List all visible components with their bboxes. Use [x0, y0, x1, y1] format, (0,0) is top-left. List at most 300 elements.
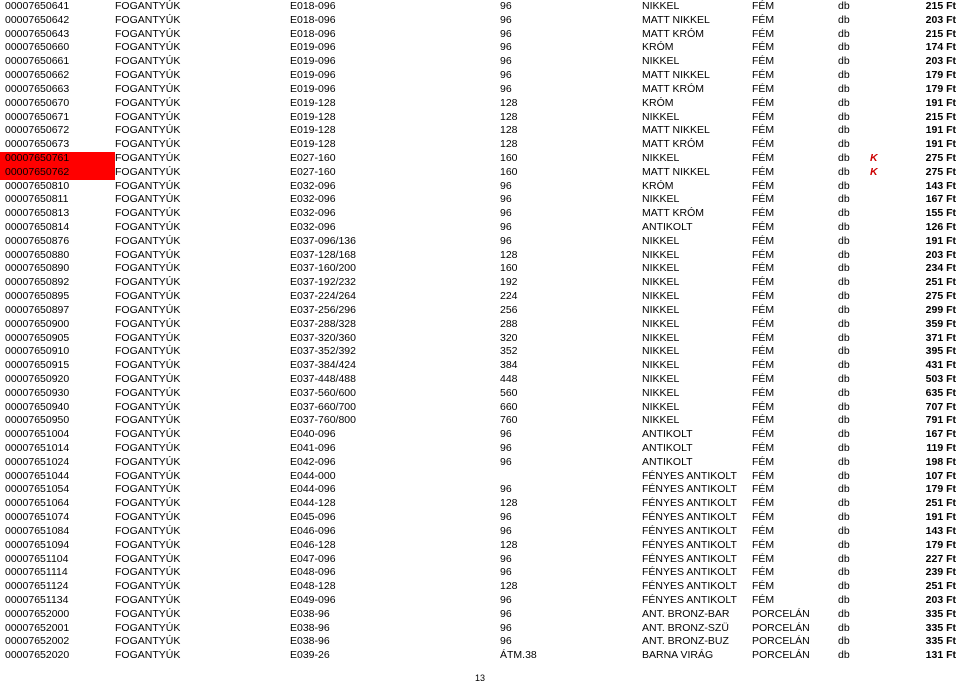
model-code-cell: E037-256/296 — [290, 303, 356, 316]
size-cell: 96 — [500, 82, 512, 95]
item-name-cell: FOGANTYÚK — [115, 414, 181, 427]
item-code-cell: 00007650880 — [5, 248, 70, 261]
table-row — [0, 497, 960, 511]
flag-cell — [866, 359, 896, 373]
price-cell: 215 Ft — [925, 27, 956, 40]
item-name-cell: FOGANTYÚK — [115, 221, 181, 233]
table-row — [0, 608, 960, 622]
table-row — [0, 235, 960, 249]
flag-cell — [866, 304, 896, 318]
finish-cell: FÉNYES ANTIKOLT — [642, 511, 737, 524]
item-code-cell: 00007650661 — [5, 55, 70, 68]
price-cell: 198 Ft — [925, 455, 956, 468]
model-code-cell: E048-128 — [290, 580, 336, 593]
model-code-cell: E045-096 — [290, 511, 336, 524]
material-cell: FÉM — [752, 193, 775, 206]
table-row — [0, 511, 960, 525]
material-cell: FÉM — [752, 386, 775, 399]
flag-cell — [866, 290, 896, 304]
item-name-cell: FOGANTYÚK — [115, 566, 181, 579]
unit-cell: db — [838, 193, 850, 206]
flag-cell — [866, 276, 896, 290]
table-row — [0, 470, 960, 484]
price-cell: 131 Ft — [925, 649, 956, 662]
size-cell: 96 — [500, 552, 512, 565]
flag-cell — [866, 387, 896, 401]
price-cell: 431 Ft — [925, 359, 956, 372]
finish-cell: NIKKEL — [642, 331, 680, 344]
material-cell: FÉM — [752, 483, 775, 496]
item-code-cell: 00007651094 — [5, 538, 70, 551]
model-code-cell: E046-128 — [290, 538, 336, 551]
material-cell: FÉM — [752, 469, 775, 482]
table-row — [0, 373, 960, 387]
material-cell: FÉM — [752, 552, 775, 565]
model-code-cell: E044-000 — [290, 469, 336, 482]
unit-cell: db — [838, 372, 850, 385]
model-code-cell: E032-096 — [290, 221, 336, 233]
finish-cell: NIKKEL — [642, 110, 680, 123]
model-code-cell: E037-660/700 — [290, 400, 356, 413]
flag-cell — [866, 456, 896, 470]
finish-cell: NIKKEL — [642, 248, 680, 261]
price-cell: 215 Ft — [925, 110, 956, 123]
price-cell: 239 Ft — [925, 566, 956, 579]
item-code-cell: 00007650642 — [5, 13, 70, 26]
material-cell: PORCELÁN — [752, 635, 810, 648]
size-cell: 128 — [500, 580, 518, 593]
model-code-cell: E018-096 — [290, 13, 336, 26]
table-row — [0, 276, 960, 290]
material-cell: PORCELÁN — [752, 621, 810, 634]
table-row — [0, 442, 960, 456]
finish-cell: NIKKEL — [642, 345, 680, 358]
material-cell: FÉM — [752, 138, 775, 151]
unit-cell: db — [838, 124, 850, 137]
material-cell: FÉM — [752, 538, 775, 551]
item-name-cell: FOGANTYÚK — [115, 179, 181, 192]
size-cell: 96 — [500, 607, 512, 620]
model-code-cell: E019-128 — [290, 124, 336, 137]
table-row — [0, 649, 960, 663]
size-cell: 384 — [500, 359, 518, 372]
table-row — [0, 345, 960, 359]
finish-cell: MATT KRÓM — [642, 82, 705, 95]
material-cell: FÉM — [752, 497, 775, 510]
price-cell: 371 Ft — [925, 331, 956, 344]
unit-cell: db — [838, 359, 850, 372]
flag-cell — [866, 566, 896, 580]
unit-cell: db — [838, 345, 850, 358]
flag-cell — [866, 55, 896, 69]
unit-cell: db — [838, 151, 850, 164]
size-cell: 160 — [500, 151, 518, 164]
finish-cell: FÉNYES ANTIKOLT — [642, 566, 737, 579]
item-name-cell: FOGANTYÚK — [115, 27, 181, 40]
flag-cell — [866, 97, 896, 111]
unit-cell: db — [838, 221, 850, 233]
size-cell: 96 — [500, 511, 512, 524]
flag-cell — [866, 14, 896, 28]
item-code-cell: 00007650641 — [5, 0, 70, 12]
size-cell: 96 — [500, 483, 512, 496]
material-cell: FÉM — [752, 248, 775, 261]
price-cell: 251 Ft — [925, 497, 956, 510]
unit-cell: db — [838, 331, 850, 344]
flag-cell: K — [870, 151, 878, 164]
unit-cell: db — [838, 179, 850, 192]
size-cell: 96 — [500, 13, 512, 26]
material-cell: FÉM — [752, 580, 775, 593]
size-cell: 128 — [500, 248, 518, 261]
material-cell: FÉM — [752, 303, 775, 316]
model-code-cell: E047-096 — [290, 552, 336, 565]
table-row — [0, 525, 960, 539]
material-cell: FÉM — [752, 317, 775, 330]
material-cell: FÉM — [752, 262, 775, 275]
flag-cell — [866, 111, 896, 125]
material-cell: FÉM — [752, 124, 775, 137]
price-cell: 395 Ft — [925, 345, 956, 358]
item-code-cell: 00007651074 — [5, 511, 70, 524]
item-code-cell: 00007650940 — [5, 400, 70, 413]
material-cell: FÉM — [752, 372, 775, 385]
table-row — [0, 318, 960, 332]
item-name-cell: FOGANTYÚK — [115, 497, 181, 510]
item-code-cell: 00007650813 — [5, 207, 70, 220]
table-row — [0, 359, 960, 373]
unit-cell: db — [838, 13, 850, 26]
table-row — [0, 69, 960, 83]
size-cell: 660 — [500, 400, 518, 413]
item-code-cell: 00007651024 — [5, 455, 70, 468]
item-name-cell: FOGANTYÚK — [115, 165, 181, 178]
size-cell: 224 — [500, 290, 518, 303]
finish-cell: NIKKEL — [642, 151, 680, 164]
model-code-cell: E046-096 — [290, 524, 336, 537]
model-code-cell: E037-384/424 — [290, 359, 356, 372]
size-cell — [500, 470, 642, 484]
material-cell: FÉM — [752, 566, 775, 579]
flag-cell — [866, 262, 896, 276]
unit-cell: db — [838, 138, 850, 151]
unit-cell: db — [838, 276, 850, 289]
table-row — [0, 166, 960, 180]
item-name-cell: FOGANTYÚK — [115, 207, 181, 220]
finish-cell: KRÓM — [642, 41, 674, 54]
model-code-cell: E037-352/392 — [290, 345, 356, 358]
unit-cell: db — [838, 469, 850, 482]
item-name-cell: FOGANTYÚK — [115, 649, 181, 662]
finish-cell: NIKKEL — [642, 0, 680, 12]
finish-cell: MATT NIKKEL — [642, 69, 710, 82]
item-name-cell: FOGANTYÚK — [115, 110, 181, 123]
finish-cell: NIKKEL — [642, 317, 680, 330]
table-row — [0, 111, 960, 125]
table-row — [0, 193, 960, 207]
item-name-cell: FOGANTYÚK — [115, 248, 181, 261]
item-name-cell: FOGANTYÚK — [115, 303, 181, 316]
flag-cell — [866, 497, 896, 511]
finish-cell: MATT NIKKEL — [642, 124, 710, 137]
item-code-cell: 00007650670 — [5, 96, 70, 109]
unit-cell: db — [838, 69, 850, 82]
price-cell: 299 Ft — [925, 303, 956, 316]
material-cell: FÉM — [752, 96, 775, 109]
item-code-cell: 00007650895 — [5, 290, 70, 303]
unit-cell: db — [838, 0, 850, 12]
material-cell: FÉM — [752, 511, 775, 524]
unit-cell: db — [838, 165, 850, 178]
item-code-cell: 00007650920 — [5, 372, 70, 385]
finish-cell: MATT NIKKEL — [642, 13, 710, 26]
unit-cell: db — [838, 649, 850, 662]
item-name-cell: FOGANTYÚK — [115, 552, 181, 565]
table-row — [0, 414, 960, 428]
price-cell: 107 Ft — [925, 469, 956, 482]
item-code-cell: 00007650900 — [5, 317, 70, 330]
price-cell: 359 Ft — [925, 317, 956, 330]
material-cell: FÉM — [752, 82, 775, 95]
size-cell: 128 — [500, 96, 518, 109]
table-row — [0, 401, 960, 415]
flag-cell — [866, 635, 896, 649]
price-cell: 203 Ft — [925, 593, 956, 606]
size-cell: 128 — [500, 538, 518, 551]
item-name-cell: FOGANTYÚK — [115, 524, 181, 537]
flag-cell — [866, 193, 896, 207]
finish-cell: NIKKEL — [642, 193, 680, 206]
unit-cell: db — [838, 303, 850, 316]
item-code-cell: 00007650643 — [5, 27, 70, 40]
table-row — [0, 138, 960, 152]
item-name-cell: FOGANTYÚK — [115, 455, 181, 468]
unit-cell: db — [838, 455, 850, 468]
item-name-cell: FOGANTYÚK — [115, 372, 181, 385]
model-code-cell: E018-096 — [290, 0, 336, 12]
item-code-cell: 00007651014 — [5, 442, 70, 454]
flag-cell — [866, 483, 896, 497]
price-cell: 635 Ft — [925, 386, 956, 399]
price-cell: 335 Ft — [925, 635, 956, 648]
price-cell: 191 Ft — [925, 124, 956, 137]
price-cell: 143 Ft — [925, 524, 956, 537]
unit-cell: db — [838, 621, 850, 634]
material-cell: FÉM — [752, 41, 775, 54]
model-code-cell: E019-096 — [290, 82, 336, 95]
finish-cell: NIKKEL — [642, 55, 680, 68]
material-cell: FÉM — [752, 55, 775, 68]
price-cell: 179 Ft — [925, 82, 956, 95]
finish-cell: FÉNYES ANTIKOLT — [642, 593, 737, 606]
item-name-cell: FOGANTYÚK — [115, 345, 181, 358]
size-cell: 96 — [500, 566, 512, 579]
flag-cell — [866, 235, 896, 249]
model-code-cell: E039-26 — [290, 649, 330, 662]
finish-cell: FÉNYES ANTIKOLT — [642, 497, 737, 510]
item-code-cell: 00007652002 — [5, 635, 70, 648]
model-code-cell: E037-320/360 — [290, 331, 356, 344]
price-cell: 227 Ft — [925, 552, 956, 565]
finish-cell: ANTIKOLT — [642, 455, 693, 468]
item-name-cell: FOGANTYÚK — [115, 55, 181, 68]
model-code-cell: E019-096 — [290, 69, 336, 82]
item-code-cell: 00007650876 — [5, 234, 70, 247]
item-name-cell: FOGANTYÚK — [115, 593, 181, 606]
item-code-cell: 00007650662 — [5, 69, 70, 82]
item-code-cell: 00007651084 — [5, 524, 70, 537]
model-code-cell: E037-760/800 — [290, 414, 356, 427]
size-cell: 128 — [500, 124, 518, 137]
finish-cell: FÉNYES ANTIKOLT — [642, 538, 737, 551]
finish-cell: NIKKEL — [642, 234, 680, 247]
unit-cell: db — [838, 262, 850, 275]
size-cell: 96 — [500, 193, 512, 206]
price-cell: 191 Ft — [925, 96, 956, 109]
unit-cell: db — [838, 41, 850, 54]
flag-cell — [866, 221, 896, 235]
size-cell: 192 — [500, 276, 518, 289]
unit-cell: db — [838, 607, 850, 620]
item-name-cell: FOGANTYÚK — [115, 538, 181, 551]
price-cell: 251 Ft — [925, 580, 956, 593]
item-name-cell: FOGANTYÚK — [115, 193, 181, 206]
size-cell: 96 — [500, 69, 512, 82]
model-code-cell: E037-224/264 — [290, 290, 356, 303]
item-name-cell: FOGANTYÚK — [115, 428, 181, 441]
model-code-cell: E037-096/136 — [290, 234, 356, 247]
item-name-cell: FOGANTYÚK — [115, 96, 181, 109]
model-code-cell: E019-128 — [290, 96, 336, 109]
price-cell: 707 Ft — [925, 400, 956, 413]
model-code-cell: E044-128 — [290, 497, 336, 510]
item-name-cell: FOGANTYÚK — [115, 262, 181, 275]
flag-cell — [866, 525, 896, 539]
flag-cell — [866, 553, 896, 567]
item-code-cell: 00007650671 — [5, 110, 70, 123]
item-name-cell: FOGANTYÚK — [115, 469, 181, 482]
table-row — [0, 83, 960, 97]
size-cell: ÁTM.38 — [500, 649, 537, 662]
finish-cell: ANT. BRONZ-SZÜ — [642, 621, 729, 634]
table-row — [0, 180, 960, 194]
unit-cell: db — [838, 524, 850, 537]
item-code-cell: 00007651124 — [5, 580, 69, 593]
table-row — [0, 553, 960, 567]
table-row — [0, 483, 960, 497]
model-code-cell: E038-96 — [290, 635, 330, 648]
unit-cell: db — [838, 538, 850, 551]
size-cell: 760 — [500, 414, 518, 427]
price-cell: 251 Ft — [925, 276, 956, 289]
table-row — [0, 635, 960, 649]
item-name-cell: FOGANTYÚK — [115, 69, 181, 82]
table-row — [0, 387, 960, 401]
item-code-cell: 00007652000 — [5, 607, 70, 620]
material-cell: FÉM — [752, 442, 775, 454]
finish-cell: FÉNYES ANTIKOLT — [642, 483, 737, 496]
price-cell: 179 Ft — [925, 69, 956, 82]
model-code-cell: E019-096 — [290, 55, 336, 68]
item-name-cell: FOGANTYÚK — [115, 317, 181, 330]
price-cell: 234 Ft — [925, 262, 956, 275]
unit-cell: db — [838, 317, 850, 330]
unit-cell: db — [838, 428, 850, 441]
flag-cell — [866, 41, 896, 55]
table-row — [0, 290, 960, 304]
material-cell: FÉM — [752, 414, 775, 427]
unit-cell: db — [838, 400, 850, 413]
model-code-cell: E038-96 — [290, 621, 330, 634]
unit-cell: db — [838, 442, 850, 454]
item-name-cell: FOGANTYÚK — [115, 331, 181, 344]
table-row — [0, 41, 960, 55]
material-cell: FÉM — [752, 27, 775, 40]
unit-cell: db — [838, 234, 850, 247]
item-code-cell: 00007650660 — [5, 41, 70, 54]
item-code-cell: 00007651004 — [5, 428, 70, 441]
unit-cell: db — [838, 207, 850, 220]
item-name-cell: FOGANTYÚK — [115, 41, 181, 54]
size-cell: 160 — [500, 262, 518, 275]
item-code-cell: 00007650950 — [5, 414, 70, 427]
model-code-cell: E037-192/232 — [290, 276, 356, 289]
item-name-cell: FOGANTYÚK — [115, 13, 181, 26]
item-code-cell: 00007650910 — [5, 345, 70, 358]
item-code-cell: 00007652001 — [5, 621, 70, 634]
item-name-cell: FOGANTYÚK — [115, 359, 181, 372]
unit-cell: db — [838, 511, 850, 524]
model-code-cell: E038-96 — [290, 607, 330, 620]
size-cell: 128 — [500, 138, 518, 151]
item-name-cell: FOGANTYÚK — [115, 290, 181, 303]
price-cell: 191 Ft — [925, 511, 956, 524]
material-cell: FÉM — [752, 13, 775, 26]
flag-cell — [866, 622, 896, 636]
finish-cell: NIKKEL — [642, 386, 680, 399]
size-cell: 96 — [500, 179, 512, 192]
size-cell: 352 — [500, 345, 518, 358]
flag-cell — [866, 608, 896, 622]
finish-cell: BARNA VIRÁG — [642, 649, 714, 662]
table-row — [0, 539, 960, 553]
size-cell: 96 — [500, 428, 512, 441]
finish-cell: ANTIKOLT — [642, 428, 693, 441]
finish-cell: NIKKEL — [642, 400, 680, 413]
table-row — [0, 580, 960, 594]
material-cell: FÉM — [752, 359, 775, 372]
price-cell: 155 Ft — [925, 207, 956, 220]
model-code-cell: E041-096 — [290, 442, 336, 454]
finish-cell: FÉNYES ANTIKOLT — [642, 469, 737, 482]
material-cell: FÉM — [752, 234, 775, 247]
finish-cell: NIKKEL — [642, 359, 680, 372]
item-code-cell: 00007650811 — [5, 193, 69, 206]
material-cell: FÉM — [752, 221, 775, 233]
item-code-cell: 00007650810 — [5, 179, 70, 192]
flag-cell — [866, 470, 896, 484]
item-code-cell: 00007651044 — [5, 469, 70, 482]
item-name-cell: FOGANTYÚK — [115, 400, 181, 413]
item-code-cell: 00007650930 — [5, 386, 70, 399]
item-code-cell: 00007651054 — [5, 483, 70, 496]
price-cell: 275 Ft — [925, 151, 956, 164]
model-code-cell: E019-128 — [290, 138, 336, 151]
size-cell: 96 — [500, 0, 512, 12]
flag-cell — [866, 138, 896, 152]
size-cell: 96 — [500, 221, 512, 233]
model-code-cell: E037-560/600 — [290, 386, 356, 399]
